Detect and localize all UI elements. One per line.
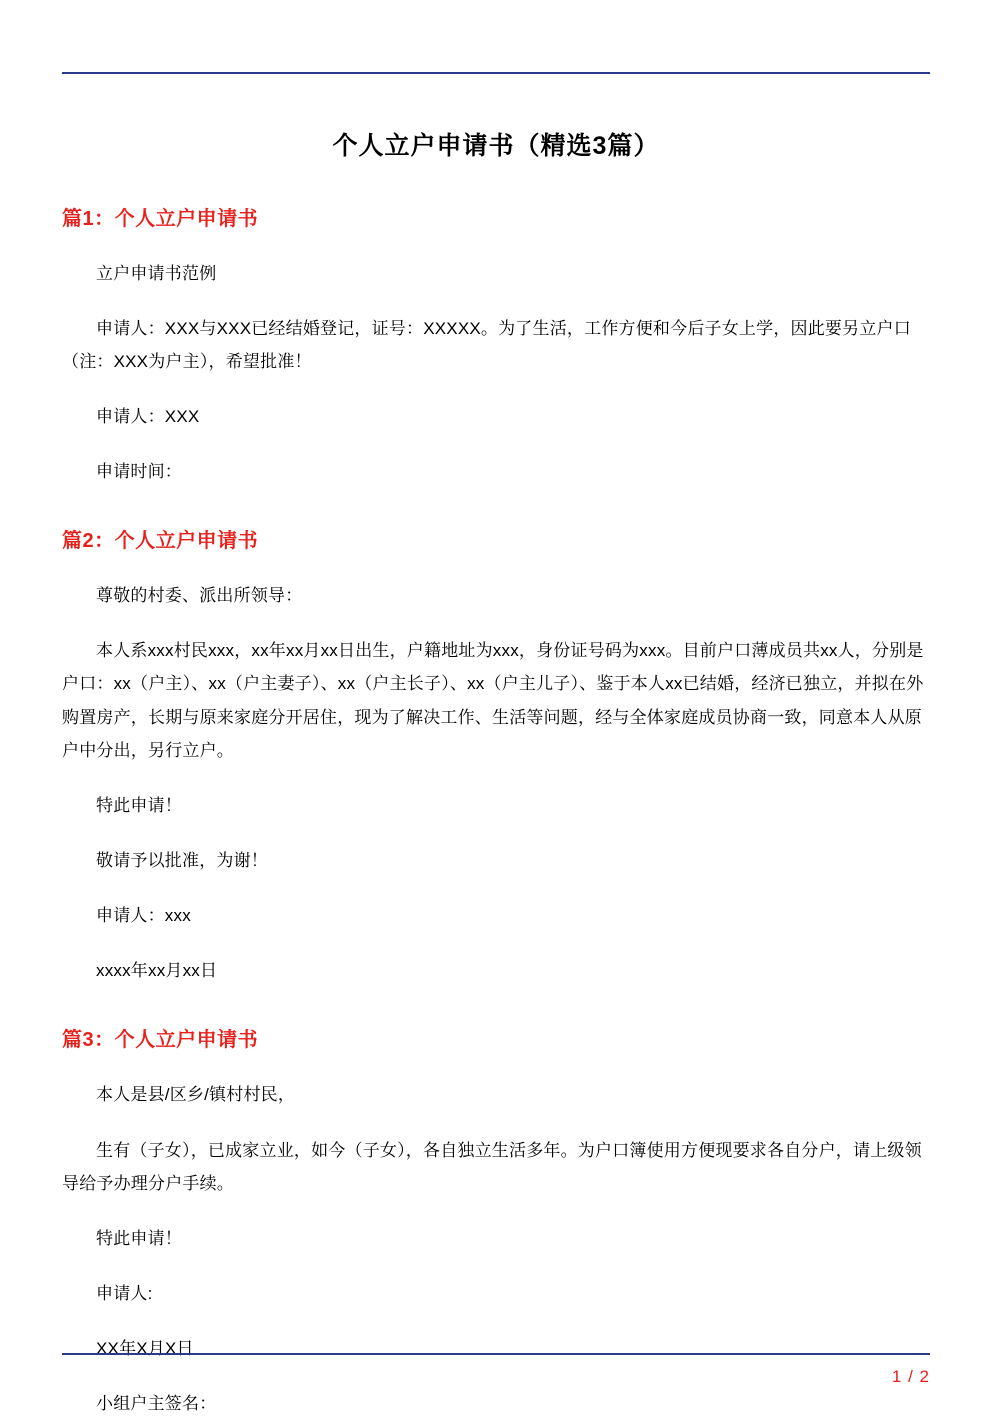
paragraph: 本人系xxx村民xxx，xx年xx月xx日出生，户籍地址为xxx，身份证号码为xxx。目前户口薄成员共xx人，分别是户口：xx（户主）、xx（户主妻子）、xx（户主长子）、xx（户主儿子）、鉴于本人xx已结婚，经济已独立，并拟在外购置房产，长期与原来家庭分开居住，现为了解决工作、生活等问题，经与全体家庭成员协商一致，同意本人从原户中分出，另行立户。 (62, 641, 924, 760)
paragraph: 特此申请！ (96, 795, 182, 815)
document-content (62, 104, 930, 1420)
paragraph: 申请人：xxx (96, 906, 191, 926)
page-title: 个人立户申请书（精选3篇） (332, 132, 660, 160)
header-rule (62, 72, 930, 74)
paragraph: 特此申请！ (96, 1228, 182, 1248)
paragraph: 申请时间： (96, 462, 182, 482)
footer-rule (62, 1353, 930, 1355)
paragraph: xxxx年xx月xx日 (96, 961, 218, 981)
paragraph: 申请人：XXX与XXX已经结婚登记，证号：XXXXX。为了生活，工作方便和今后子女上学，因此要另立户口（注：XXX为户主），希望批准！ (62, 318, 911, 371)
paragraph: 小组户主签名： (96, 1394, 217, 1414)
section-heading-2: 篇2：个人立户申请书 (62, 530, 259, 553)
paragraph: 申请人: (96, 1284, 153, 1304)
paragraph: XX年X月X日 (96, 1339, 194, 1359)
section-heading-3: 篇3：个人立户申请书 (62, 1029, 259, 1052)
page-number: 1 / 2 (891, 1367, 930, 1386)
paragraph: 敬请予以批准，为谢！ (96, 851, 268, 871)
paragraph: 申请人：XXX (96, 406, 200, 426)
paragraph: 立户申请书范例 (96, 263, 217, 283)
section-heading-1: 篇1：个人立户申请书 (62, 207, 259, 230)
paragraph: 本人是县/区乡/镇村村民， (96, 1085, 296, 1105)
paragraph: 生有（子女），已成家立业，如今（子女），各自独立生活多年。为户口簿使用方便现要求各自分户，请上级领导给予办理分户手续。 (62, 1140, 922, 1193)
paragraph: 尊敬的村委、派出所领导： (96, 586, 303, 606)
